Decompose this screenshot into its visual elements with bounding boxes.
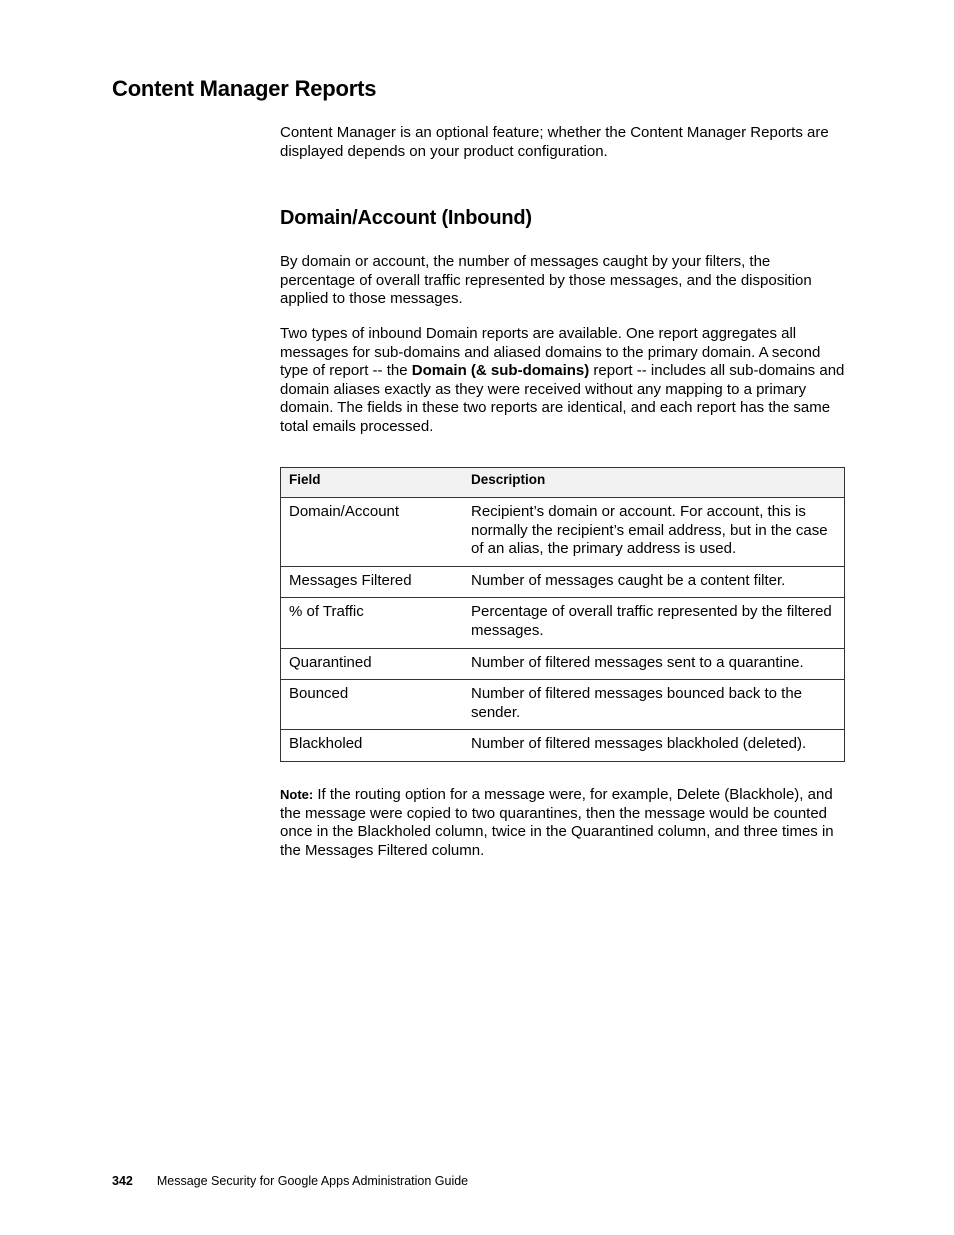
- description-cell: Number of filtered messages blackholed (deleted).: [471, 730, 845, 762]
- field-cell: Domain/Account: [281, 498, 472, 567]
- field-cell: Bounced: [281, 680, 472, 730]
- report-types-paragraph: [280, 325, 846, 437]
- note-text: If the routing option for a message were, for example, Delete (Blackhole), and the message were copied to two quarantines, then the message would be counted once in the Blackholed column, twice in the Quarantined column, and three times in the Messages Filtered column.: [280, 786, 834, 859]
- table-row: [281, 730, 845, 762]
- table-row: [281, 598, 845, 648]
- document-title: Message Security for Google Apps Administration Guide: [156, 1174, 469, 1188]
- fields-table: [280, 467, 845, 762]
- description-cell: Number of messages caught be a content filter.: [471, 566, 845, 598]
- field-cell: % of Traffic: [281, 598, 472, 648]
- description-cell: Number of filtered messages bounced back to the sender.: [471, 680, 845, 730]
- note-paragraph: [280, 786, 846, 860]
- description-cell: Recipient’s domain or account. For account, this is normally the recipient’s email address, but in the case of an alias, the primary address is used.: [471, 498, 845, 567]
- page-heading: Content Manager Reports: [112, 76, 377, 101]
- table-row: [281, 648, 845, 680]
- para2-bold-term: Domain (& sub-domains): [411, 362, 590, 380]
- page-footer: [112, 1174, 468, 1188]
- description-cell: Number of filtered messages sent to a quarantine.: [471, 648, 845, 680]
- table-row: [281, 566, 845, 598]
- para2-text-before: Two types of inbound Domain reports are available. One report aggregates all messages for sub-domains and aliased domains to the primary domain. A second type of report -- the: [280, 325, 821, 380]
- description-cell: Percentage of overall traffic represented by the filtered messages.: [471, 598, 845, 648]
- field-cell: Blackholed: [281, 730, 472, 762]
- page-number: 342: [112, 1174, 133, 1188]
- header-field: Field: [281, 468, 472, 498]
- field-cell: Messages Filtered: [281, 566, 472, 598]
- intro-paragraph: Content Manager is an optional feature; whether the Content Manager Reports are displayed depends on your product configuration.: [280, 124, 829, 160]
- para2-text-after: report -- includes all sub-domains and domain aliases exactly as they were received without any mapping to a primary domain. The fields in these two reports are identical, and each report has the same total emails processed.: [280, 362, 845, 435]
- table-row: [281, 498, 845, 567]
- section-heading: Domain/Account (Inbound): [280, 207, 532, 229]
- description-paragraph: By domain or account, the number of messages caught by your filters, the percentage of overall traffic represented by those messages, and the disposition applied to those messages.: [280, 253, 812, 308]
- header-description: Description: [471, 468, 845, 498]
- table-row: [281, 680, 845, 730]
- note-label: Note:: [280, 787, 314, 802]
- table-header-row: [281, 468, 845, 498]
- field-cell: Quarantined: [281, 648, 472, 680]
